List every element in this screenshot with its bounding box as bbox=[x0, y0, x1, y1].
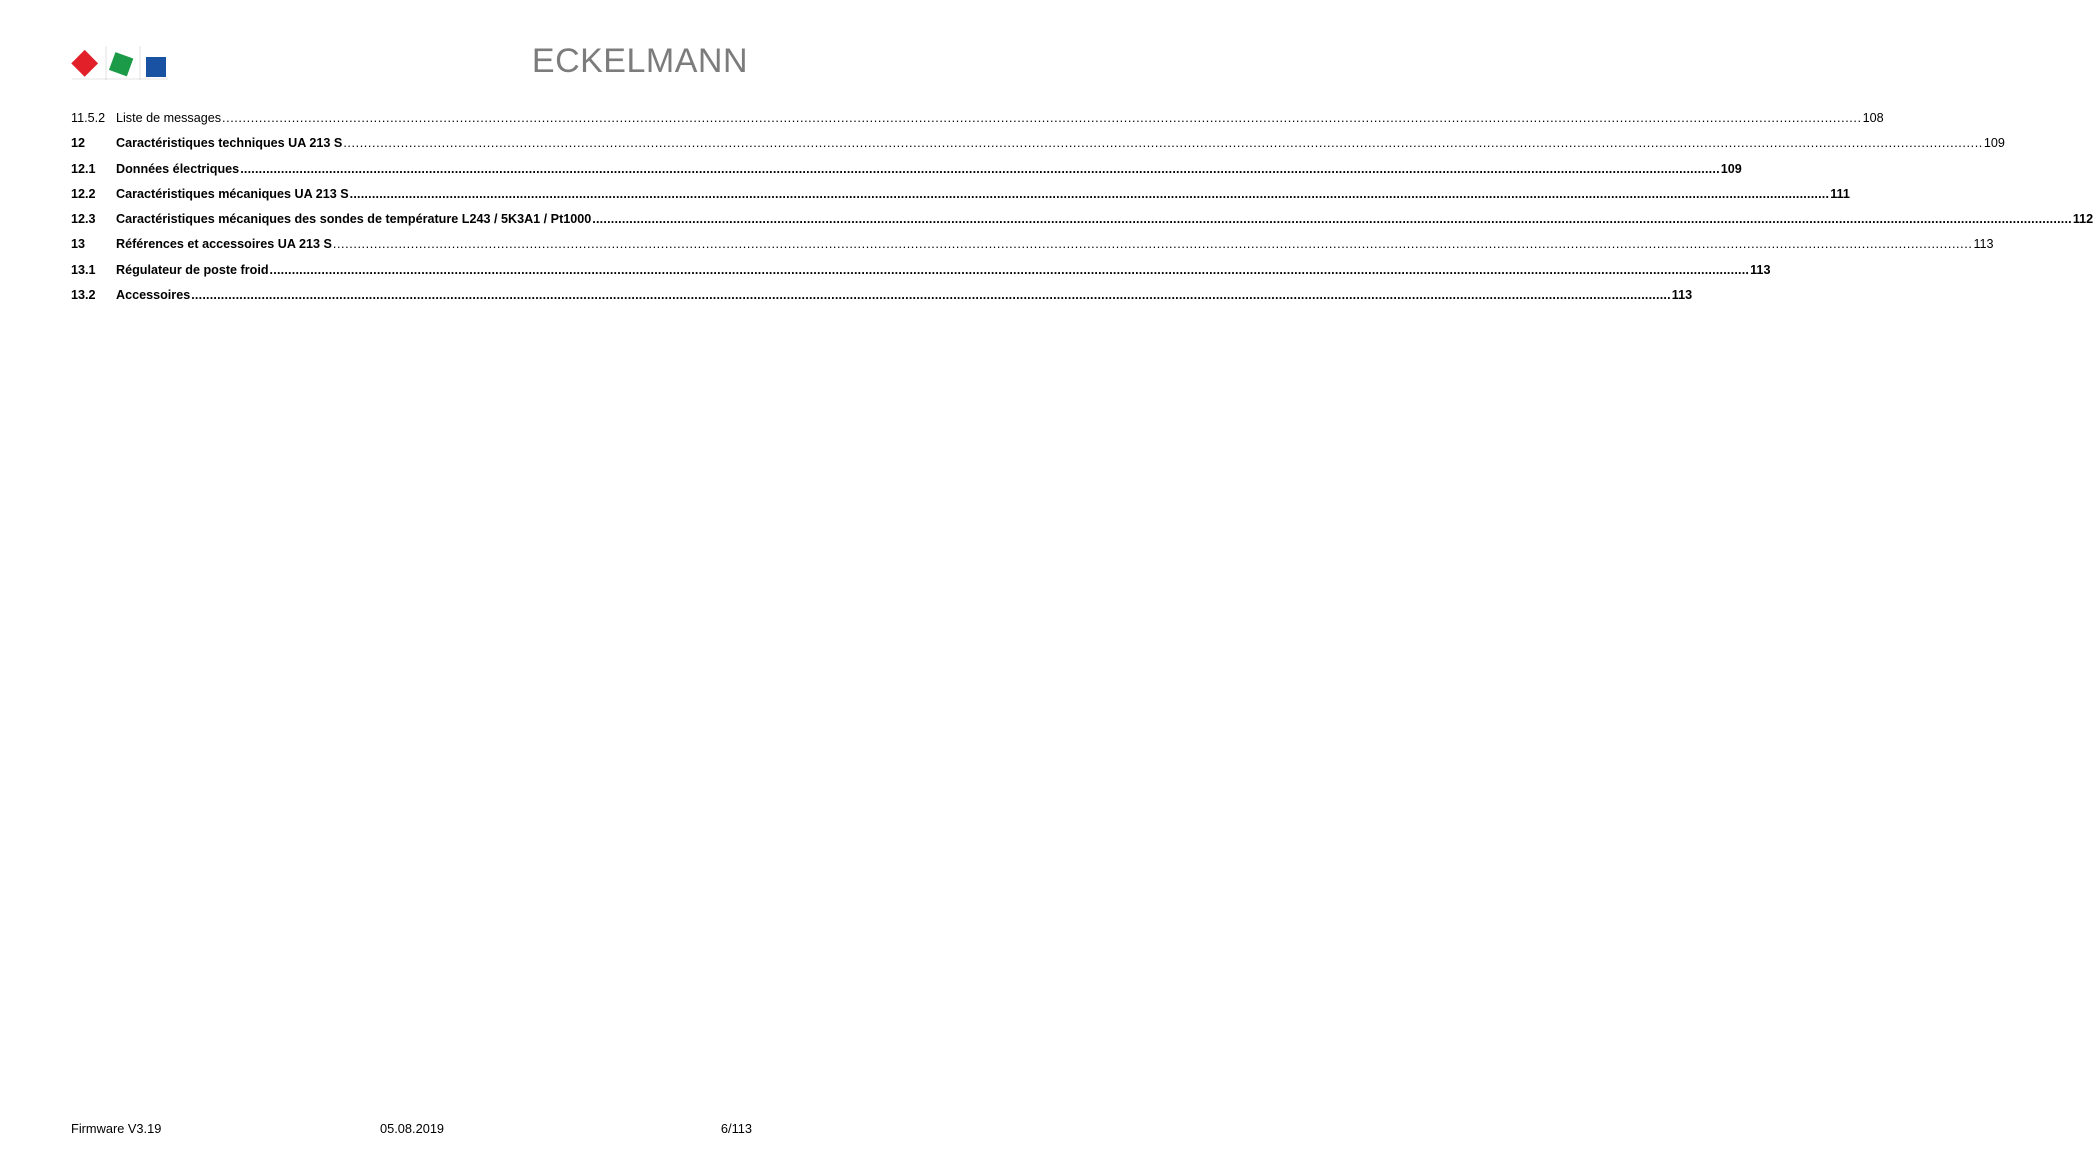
logo-green-square bbox=[109, 52, 133, 76]
toc-entry[interactable] bbox=[71, 285, 1693, 310]
toc-entry-title: Caractéristiques techniques UA 213 S bbox=[116, 136, 343, 151]
toc-entry[interactable] bbox=[71, 108, 1884, 133]
toc-entry[interactable] bbox=[71, 133, 2005, 158]
toc-leader-dots: ................................................................................................................................................................................................................................................................................................................................................................................................................ bbox=[592, 212, 2072, 227]
footer-date: 05.08.2019 bbox=[380, 1121, 445, 1136]
toc-entry-number: 13.1 bbox=[71, 262, 96, 277]
toc-entry-page: 112 bbox=[2072, 212, 2093, 227]
toc-entry-number: 12 bbox=[71, 136, 86, 151]
toc-entry-number: 12.1 bbox=[71, 161, 96, 176]
toc-entry-title: Liste de messages bbox=[116, 111, 222, 125]
toc-entry-title: Données électriques bbox=[116, 161, 240, 176]
table-of-contents bbox=[71, 108, 2093, 310]
brand-wordmark: ECKELMANN bbox=[531, 42, 748, 80]
toc-entry-page: 113 bbox=[1973, 237, 1994, 252]
toc-entry-title: Caractéristiques mécaniques des sondes de température L243 / 5K3A1 / Pt1000 bbox=[116, 212, 592, 227]
toc-entry-page: 109 bbox=[1720, 161, 1742, 176]
toc-entry-page: 108 bbox=[1862, 111, 1884, 125]
toc-entry[interactable] bbox=[71, 184, 1850, 209]
logo-blue-square bbox=[146, 57, 166, 77]
footer-firmware: Firmware V3.19 bbox=[71, 1121, 162, 1136]
toc-leader-dots: ................................................................................................................................................................................................................................................................................................................................................................................................................ bbox=[222, 111, 1862, 125]
toc-entry[interactable] bbox=[71, 209, 2093, 234]
toc-entry-page: 109 bbox=[1983, 136, 2005, 151]
toc-leader-dots: ................................................................................................................................................................................................................................................................................................................................................................................................................ bbox=[343, 136, 1983, 151]
toc-entry[interactable] bbox=[71, 159, 1742, 184]
toc-entry-number: 13 bbox=[71, 237, 86, 252]
toc-entry-number: 13.2 bbox=[71, 288, 96, 303]
toc-leader-dots: ................................................................................................................................................................................................................................................................................................................................................................................................................ bbox=[349, 186, 1830, 201]
toc-entry-page: 113 bbox=[1671, 288, 1693, 303]
toc-leader-dots: ................................................................................................................................................................................................................................................................................................................................................................................................................ bbox=[332, 237, 1973, 252]
toc-entry-page: 111 bbox=[1830, 186, 1850, 201]
toc-leader-dots: ................................................................................................................................................................................................................................................................................................................................................................................................................ bbox=[191, 288, 1671, 303]
toc-entry[interactable] bbox=[71, 260, 1771, 285]
toc-entry-number: 12.2 bbox=[71, 186, 96, 201]
toc-entry-title: Régulateur de poste froid bbox=[116, 262, 269, 277]
logo-red-diamond bbox=[71, 50, 98, 77]
footer-page-number: 6/113 bbox=[720, 1121, 752, 1136]
toc-entry-number: 12.3 bbox=[71, 212, 96, 227]
toc-entry-number: 11.5.2 bbox=[71, 111, 106, 125]
toc-entry-page: 113 bbox=[1750, 262, 1771, 277]
toc-entry-title: Accessoires bbox=[116, 288, 191, 303]
toc-leader-dots: ................................................................................................................................................................................................................................................................................................................................................................................................................ bbox=[269, 262, 1750, 277]
toc-entry-title: Références et accessoires UA 213 S bbox=[116, 237, 332, 252]
eckelmann-logo-mark bbox=[72, 46, 168, 80]
toc-entry-title: Caractéristiques mécaniques UA 213 S bbox=[116, 186, 349, 201]
toc-entry[interactable] bbox=[71, 234, 1994, 259]
toc-leader-dots: ................................................................................................................................................................................................................................................................................................................................................................................................................ bbox=[240, 161, 1720, 176]
